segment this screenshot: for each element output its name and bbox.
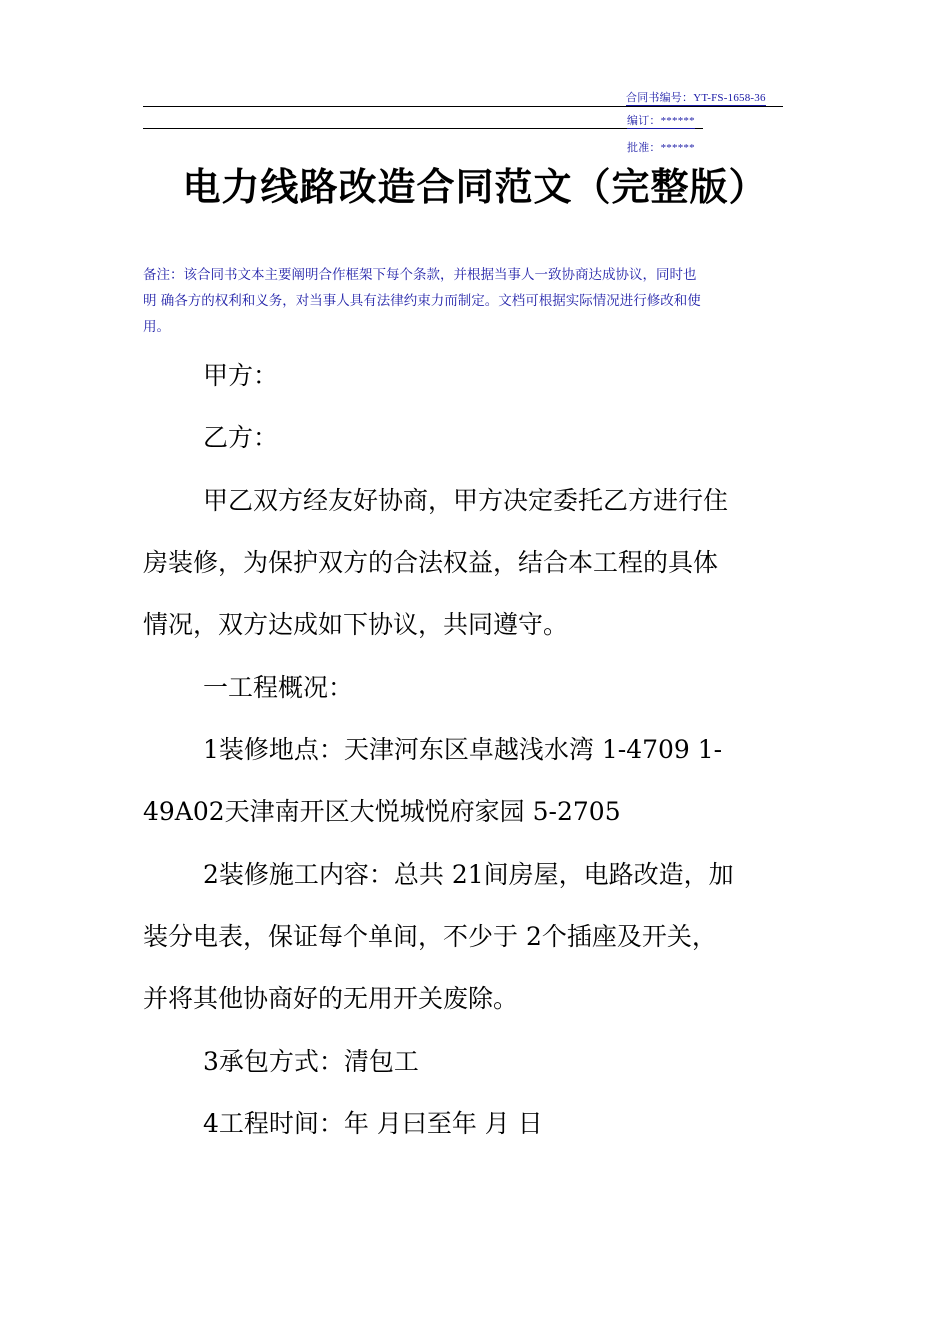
item-2-line-3: 并将其他协商好的无用开关废除。 xyxy=(143,984,519,1013)
party-a-line: 甲方： xyxy=(203,361,279,390)
item-1-line-2: 49A02天津南开区大悦城悦府家园 5-2705 xyxy=(143,797,621,826)
item-1-line-1: 1装修地点：天津河东区卓越浅水湾 1-4709 1- xyxy=(203,735,723,764)
remark-note xyxy=(143,262,808,340)
intro-line-2: 房装修，为保护双方的合法权益，结合本工程的具体 xyxy=(143,548,719,577)
approve-field: 批准：****** xyxy=(627,142,695,154)
contract-number: 合同书编号：YT-FS-1658-36 xyxy=(626,92,766,104)
party-b-line: 乙方： xyxy=(203,423,279,452)
item-2-line-1: 2装修施工内容：总共 21间房屋，电路改造，加 xyxy=(203,860,734,889)
intro-line-3: 情况，双方达成如下协议，共同遵守。 xyxy=(143,610,569,639)
item-2-line-2: 装分电表，保证每个单间，不少于 2个插座及开关， xyxy=(143,922,717,951)
intro-line-1: 甲乙双方经友好协商，甲方决定委托乙方进行住 xyxy=(203,486,729,515)
remark-line-2: 明 确各方的权利和义务，对当事人具有法律约束力而制定。文档可根据实际情况进行修改和使 xyxy=(143,293,701,309)
item-4-line: 4工程时间：年 月曰至年 月 日 xyxy=(203,1109,543,1138)
document-title: 电力线路改造合同范文（完整版） xyxy=(182,165,768,209)
header-rule-2 xyxy=(143,128,703,129)
header-rule-1 xyxy=(143,106,783,107)
edit-field: 编订：****** xyxy=(627,115,695,127)
remark-line-3: 用。 xyxy=(143,319,170,335)
item-3-line: 3承包方式：清包工 xyxy=(203,1047,419,1076)
section-heading-1: 一工程概况： xyxy=(203,673,354,702)
remark-line-1: 备注：该合同书文本主要阐明合作框架下每个条款，并根据当事人一致协商达成协议，同时也 xyxy=(143,267,697,283)
